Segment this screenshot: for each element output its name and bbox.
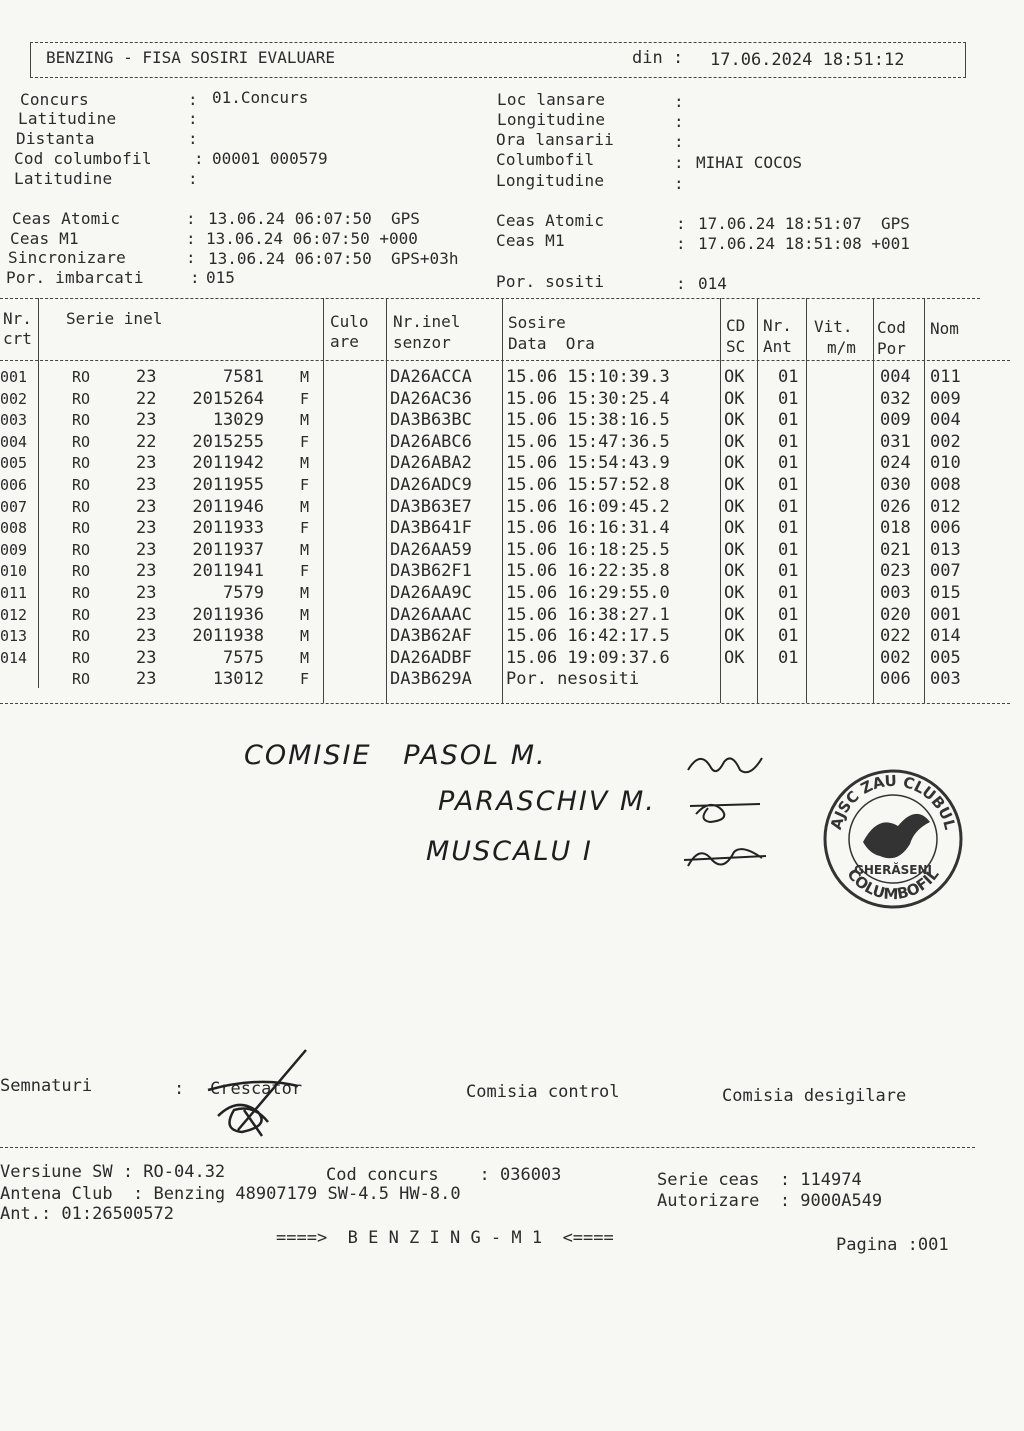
clock-value: 17.06.24 18:51:08 +001 (698, 234, 910, 253)
table-row (0, 669, 1000, 691)
cell-senzor: DA26ADC9 (390, 475, 472, 495)
cell-sosire: 15.06 15:47:36.5 (506, 431, 670, 452)
cell-nr: 008 (0, 519, 28, 538)
cell-cod: 002 (880, 647, 911, 668)
cell-sosire: 15.06 15:30:25.4 (506, 388, 670, 409)
cell-senzor: DA3B63BC (390, 410, 472, 431)
cell-an: 23 (136, 626, 157, 647)
cell-cd: OK (724, 626, 745, 647)
info-value: 00001 000579 (212, 149, 328, 168)
stamp-bottom-text: COLUMBOFIL (843, 865, 943, 904)
cell-cod: 021 (880, 539, 911, 560)
cell-nr: 014 (0, 648, 28, 667)
cell-sosire: 15.06 16:42:17.5 (506, 626, 670, 647)
clock-label: Por. sositi (496, 272, 605, 291)
crescator-signature-icon (198, 1046, 318, 1142)
col-header-cod: Cod (877, 318, 906, 337)
cell-cod: 020 (880, 604, 911, 625)
footer-ant: Ant.: 01:26500572 (0, 1204, 174, 1224)
report-date-label: din : (632, 48, 684, 68)
col-header-culoare: are (330, 332, 359, 351)
info-label: Latitudine (18, 109, 117, 128)
cell-inel: 2011941 (192, 561, 264, 582)
clock-label: Sincronizare (8, 248, 126, 267)
cell-tara: RO (72, 648, 91, 667)
cell-sosire: 15.06 15:10:39.3 (506, 367, 670, 387)
cell-tara: RO (72, 411, 91, 430)
cell-tara: RO (72, 368, 91, 386)
handwritten-commission-line2: PARASCHIV M. (438, 786, 656, 817)
cell-tara: RO (72, 540, 91, 559)
cell-nom: 007 (930, 561, 961, 582)
cell-an: 23 (136, 561, 157, 582)
clock-label: Ceas Atomic (496, 211, 605, 230)
cell-ant: 01 (778, 453, 799, 474)
cell-nom: 012 (930, 496, 961, 517)
cell-sex: M (300, 368, 310, 386)
cell-cod: 022 (880, 626, 911, 647)
cell-senzor: DA26ABA2 (390, 453, 472, 474)
table-row (0, 410, 1000, 432)
clock-label: Ceas M1 (10, 229, 79, 248)
cell-an: 22 (136, 388, 157, 409)
cell-nr: 010 (0, 562, 28, 581)
cell-senzor: DA3B62AF (390, 626, 472, 647)
cell-sex: M (300, 411, 310, 430)
cell-sosire: 15.06 16:38:27.1 (506, 604, 670, 625)
cell-sex: M (300, 454, 310, 473)
footer-autorizare: Autorizare : 9000A549 (657, 1191, 883, 1211)
info-colon: : (674, 132, 684, 151)
cell-nr: 005 (0, 454, 28, 473)
table-bottom-rule (0, 703, 1010, 704)
table-row (0, 583, 1000, 605)
signatures-label: Semnaturi (0, 1076, 93, 1096)
col-header-viteza: Vit. (814, 317, 853, 336)
clock-label: Ceas Atomic (12, 209, 121, 228)
cell-cod: 006 (880, 669, 911, 690)
cell-cod: 031 (880, 431, 911, 452)
cell-nr: 013 (0, 627, 28, 646)
cell-tara: RO (72, 519, 91, 538)
table-row (0, 540, 1000, 562)
info-label: Distanta (16, 129, 95, 148)
signature-control-label: Comisia control (466, 1082, 620, 1102)
cell-inel: 13012 (212, 669, 264, 690)
info-label: Loc lansare (497, 90, 606, 109)
info-colon: : (674, 92, 684, 111)
cell-inel: 2011938 (192, 626, 264, 647)
info-colon: : (194, 149, 204, 168)
footer-serie-ceas: Serie ceas : 114974 (657, 1170, 862, 1190)
cell-an: 23 (136, 669, 157, 690)
footer-versiune: Versiune SW : RO-04.32 (0, 1162, 226, 1182)
cell-sosire: 15.06 15:57:52.8 (506, 475, 670, 495)
cell-tara: RO (72, 627, 91, 646)
cell-an: 23 (136, 604, 157, 625)
table-row (0, 518, 1000, 540)
cell-inel: 2011937 (192, 539, 264, 560)
clock-colon: : (676, 274, 686, 293)
cell-cd: OK (724, 496, 745, 517)
clock-value: 17.06.24 18:51:07 GPS (698, 214, 910, 233)
cell-nr: 002 (0, 389, 28, 408)
cell-cd: OK (724, 367, 745, 387)
cell-tara: RO (72, 476, 91, 494)
col-header-inel-senzor: Nr.inel (393, 312, 461, 331)
col-header-inel-senzor: senzor (393, 333, 451, 352)
cell-senzor: DA3B641F (390, 518, 472, 539)
clock-value: 13.06.24 06:07:50 GPS (208, 209, 420, 228)
cell-tara: RO (72, 454, 91, 473)
cell-nom: 013 (930, 539, 961, 560)
footer-brand: ====> B E N Z I N G - M 1 <==== (276, 1228, 614, 1248)
info-label: Cod columbofil (14, 149, 152, 168)
cell-ant: 01 (778, 583, 799, 603)
info-label: Longitudine (497, 110, 606, 129)
cell-cod: 003 (880, 583, 911, 603)
cell-tara: RO (72, 389, 91, 408)
col-header-nr: crt (3, 329, 32, 348)
cell-tara: RO (72, 670, 91, 689)
signatures-colon: : (174, 1079, 185, 1099)
stamp-top-text: AJSC ZAU CLUBUL (826, 771, 960, 832)
stamp-center-text: GHERĂSENI (854, 863, 932, 877)
col-header-cod: Por (877, 339, 906, 358)
footer-pagina: Pagina :001 (836, 1235, 949, 1255)
cell-inel: 2011933 (192, 518, 264, 539)
cell-inel: 2011942 (192, 453, 264, 474)
info-value: MIHAI COCOS (696, 153, 802, 172)
cell-cd: OK (724, 475, 745, 495)
cell-sosire: 15.06 16:18:25.5 (506, 539, 670, 560)
cell-cd: OK (724, 431, 745, 452)
cell-sosire: 15.06 15:54:43.9 (506, 453, 670, 474)
cell-sosire: 15.06 16:29:55.0 (506, 583, 670, 603)
cell-inel: 13029 (212, 410, 264, 431)
clock-label: Por. imbarcati (6, 268, 144, 287)
cell-ant: 01 (778, 475, 799, 495)
info-colon: : (188, 90, 198, 109)
cell-sosire: 15.06 16:16:31.4 (506, 518, 670, 539)
cell-cd: OK (724, 453, 745, 474)
cell-tara: RO (72, 432, 91, 451)
clock-label: Ceas M1 (496, 231, 565, 250)
cell-sosire: 15.06 19:09:37.6 (506, 647, 670, 668)
info-value: 01.Concurs (212, 88, 309, 107)
cell-inel: 2015255 (192, 431, 264, 452)
cell-sex: F (300, 562, 310, 581)
cell-an: 23 (136, 496, 157, 517)
cell-nr: 003 (0, 411, 28, 430)
cell-senzor: DA26AA9C (390, 583, 472, 603)
table-row (0, 497, 1000, 519)
footer-cod-concurs: Cod concurs : 036003 (326, 1165, 562, 1185)
cell-cod: 024 (880, 453, 911, 474)
cell-nom: 011 (930, 367, 961, 387)
cell-tara: RO (72, 497, 91, 516)
cell-inel: 7575 (223, 647, 264, 668)
col-header-nr: Nr. (3, 309, 32, 328)
cell-cd: OK (724, 388, 745, 409)
cell-sex: F (300, 389, 310, 408)
cell-nr: 012 (0, 605, 28, 624)
cell-tara: RO (72, 562, 91, 581)
cell-senzor: DA3B63E7 (390, 496, 472, 517)
col-header-culoare: Culo (330, 312, 369, 331)
cell-ant: 01 (778, 647, 799, 668)
info-colon: : (674, 112, 684, 131)
cell-nr: 007 (0, 497, 28, 516)
cell-an: 23 (136, 367, 157, 387)
cell-inel: 2011946 (192, 496, 264, 517)
info-colon: : (188, 169, 198, 188)
cell-nr: 001 (0, 368, 28, 386)
cell-cod: 004 (880, 367, 911, 387)
cell-an: 23 (136, 518, 157, 539)
table-row (0, 626, 1000, 648)
info-colon: : (674, 153, 684, 172)
cell-nom: 004 (930, 410, 961, 431)
cell-cd: OK (724, 604, 745, 625)
cell-nom: 014 (930, 626, 961, 647)
col-header-nom: Nom (930, 319, 959, 338)
cell-senzor: DA26AA59 (390, 539, 472, 560)
col-header-cdsc: SC (726, 337, 746, 356)
cell-sex: M (300, 627, 310, 646)
cell-ant: 01 (778, 496, 799, 517)
cell-senzor: DA26ABC6 (390, 431, 472, 452)
info-colon: : (674, 174, 684, 193)
cell-sex: M (300, 605, 310, 624)
col-header-serie: Serie inel (66, 309, 163, 328)
cell-sosire: 15.06 15:38:16.5 (506, 410, 670, 431)
table-row (0, 561, 1000, 583)
clock-value: 13.06.24 06:07:50 GPS+03h (208, 249, 459, 268)
cell-ant: 01 (778, 410, 799, 431)
cell-cod: 023 (880, 561, 911, 582)
cell-senzor: DA26AAAC (390, 604, 472, 625)
svg-text:AJSC ZAU CLUBUL (827, 772, 959, 832)
cell-sosire: 15.06 16:09:45.2 (506, 496, 670, 517)
cell-tara: RO (72, 584, 91, 602)
info-colon: : (188, 129, 198, 148)
cell-cod: 018 (880, 518, 911, 539)
signature-crescator-label: Crescator (210, 1079, 303, 1099)
cell-senzor: DA26ADBF (390, 647, 472, 668)
cell-cd: OK (724, 518, 745, 539)
table-row (0, 453, 1000, 475)
cell-an: 23 (136, 583, 157, 603)
cell-sex: F (300, 519, 310, 538)
cell-sex: M (300, 497, 310, 516)
handwritten-commission-line1: COMISIE PASOL M. (244, 740, 547, 771)
cell-ant: 01 (778, 431, 799, 452)
cell-cod: 026 (880, 496, 911, 517)
info-label: Latitudine (14, 169, 113, 188)
cell-nom: 008 (930, 475, 961, 495)
table-row (0, 605, 1000, 627)
cell-sex: M (300, 584, 310, 602)
cell-cd: OK (724, 583, 745, 603)
cell-sex: F (300, 476, 310, 494)
signature-desigilare-label: Comisia desigilare (722, 1086, 907, 1106)
cell-inel: 2015264 (192, 388, 264, 409)
table-top-rule (0, 298, 980, 299)
cell-senzor: DA26ACCA (390, 367, 472, 387)
footer-antena: Antena Club : Benzing 48907179 SW-4.5 HW-8.0 (0, 1184, 461, 1204)
cell-nr: 011 (0, 584, 28, 602)
info-label: Columbofil (496, 150, 595, 169)
cell-cod: 030 (880, 475, 911, 495)
table-row (0, 475, 1000, 497)
cell-inel: 7579 (223, 583, 264, 603)
cell-nom: 010 (930, 453, 961, 474)
cell-an: 23 (136, 475, 157, 495)
cell-nom: 006 (930, 518, 961, 539)
cell-nom: 009 (930, 388, 961, 409)
cell-ant: 01 (778, 626, 799, 647)
cell-cd: OK (724, 410, 745, 431)
cell-sex: M (300, 648, 310, 667)
cell-sex: F (300, 670, 310, 689)
col-header-antena: Ant (763, 337, 792, 356)
cell-nom: 003 (930, 669, 961, 690)
clock-colon: : (186, 229, 196, 248)
info-label: Longitudine (496, 171, 605, 190)
cell-cod: 032 (880, 388, 911, 409)
cell-cd: OK (724, 539, 745, 560)
clock-colon: : (676, 214, 686, 233)
cell-sex: F (300, 432, 310, 451)
signature-scribble-icon (680, 748, 770, 878)
cell-ant: 01 (778, 604, 799, 625)
cell-nom: 002 (930, 431, 961, 452)
cell-nom: 015 (930, 583, 961, 603)
cell-an: 22 (136, 431, 157, 452)
info-label: Concurs (20, 90, 89, 109)
table-row (0, 432, 1000, 454)
club-stamp-icon (818, 764, 968, 914)
cell-senzor: DA3B62F1 (390, 561, 472, 582)
cell-an: 23 (136, 410, 157, 431)
cell-nr: 004 (0, 432, 28, 451)
clock-colon: : (190, 268, 200, 287)
col-header-antena: Nr. (763, 316, 792, 335)
report-date: 17.06.2024 18:51:12 (710, 50, 905, 70)
col-header-viteza: m/m (827, 338, 856, 357)
cell-nom: 005 (930, 647, 961, 668)
clock-value: 13.06.24 06:07:50 +000 (206, 229, 418, 248)
cell-ant: 01 (778, 561, 799, 582)
cell-sex: M (300, 540, 310, 559)
clock-colon: : (186, 209, 196, 228)
col-header-cdsc: CD (726, 316, 746, 335)
cell-cod: 009 (880, 410, 911, 431)
col-header-sosire: Data Ora (508, 334, 595, 353)
table-row (0, 648, 1000, 670)
cell-tara: RO (72, 605, 91, 624)
cell-nr: 006 (0, 476, 28, 494)
cell-an: 23 (136, 647, 157, 668)
table-header-rule (0, 360, 1010, 361)
cell-an: 23 (136, 453, 157, 474)
cell-senzor: DA3B629A (390, 669, 472, 690)
cell-sosire: 15.06 16:22:35.8 (506, 561, 670, 582)
cell-ant: 01 (778, 367, 799, 387)
report-title: BENZING - FISA SOSIRI EVALUARE (46, 48, 335, 67)
cell-cd: OK (724, 561, 745, 582)
clock-colon: : (186, 248, 196, 267)
cell-nom: 001 (930, 604, 961, 625)
clock-value: 014 (698, 274, 727, 293)
cell-inel: 2011955 (192, 475, 264, 495)
table-row (0, 389, 1000, 411)
clock-value: 015 (206, 268, 235, 287)
clock-colon: : (676, 234, 686, 253)
info-label: Ora lansarii (496, 130, 614, 149)
cell-cd: OK (724, 647, 745, 668)
cell-nr: 009 (0, 540, 28, 559)
cell-ant: 01 (778, 518, 799, 539)
cell-inel: 2011936 (192, 604, 264, 625)
cell-ant: 01 (778, 388, 799, 409)
cell-inel: 7581 (223, 367, 264, 387)
cell-senzor: DA26AC36 (390, 388, 472, 409)
table-row (0, 367, 1000, 389)
cell-sosire: Por. nesositi (506, 669, 640, 690)
footer-rule (0, 1147, 975, 1148)
cell-ant: 01 (778, 539, 799, 560)
handwritten-commission-line3: MUSCALU I (426, 836, 593, 867)
info-colon: : (188, 109, 198, 128)
cell-an: 23 (136, 539, 157, 560)
col-header-sosire: Sosire (508, 313, 566, 332)
